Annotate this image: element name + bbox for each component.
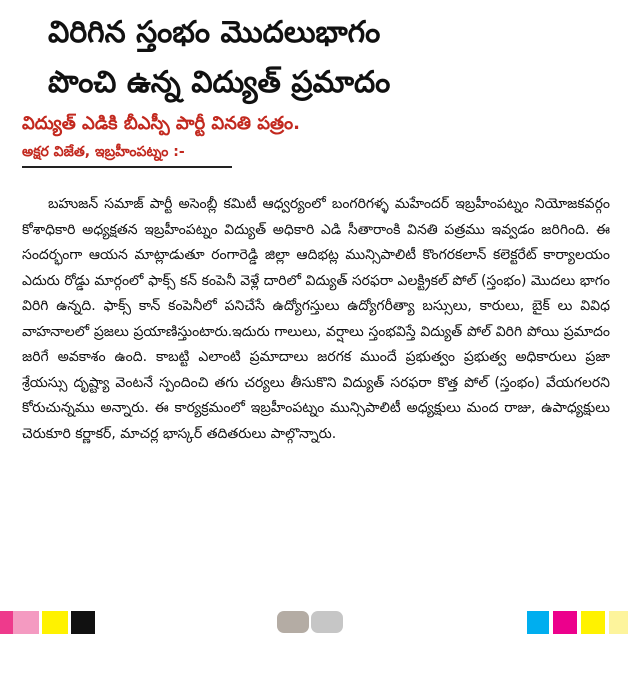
scroll-knob-right[interactable] — [311, 611, 343, 633]
color-bar-left-4 — [71, 611, 95, 634]
color-bar-right-3 — [581, 611, 605, 634]
scroll-knob-left[interactable] — [277, 611, 309, 633]
color-bar-left-3 — [42, 611, 68, 634]
color-bar-left-1 — [0, 611, 13, 634]
subheadline: విద్యుత్ ఎడికి బీఎస్పీ పార్టీ వినతి పత్రం. — [22, 113, 300, 134]
color-bar-left-2 — [13, 611, 39, 634]
headline-line-2: పొంచి ఉన్న విద్యుత్ ప్రమాదం — [48, 65, 391, 100]
color-bar-right-2 — [553, 611, 577, 634]
color-bar-right-4 — [609, 611, 628, 634]
article-body: బహుజన్ సమాజ్ పార్టీ అసెంబ్లీ కమిటీ ఆధ్వర్యంలో బంగరిగళ్ళ మహేందర్ ఇబ్రహీంపట్నం నియోజకవర్గం కోశాధికారి అధ్యక్షతన ఇబ్రహీంపట్నం విద్యుత్ అధికారి ఎడి సీతారాంకి వినతి పత్రము ఇవ్వడం జరిగింది. ఈ సందర్భంగా ఆయన మాట్లాడుతూ రంగారెడ్డి జిల్లా ఆదిభట్ల మున్సిపాలిటీ కొంగరకలాన్ కలెక్టరేట్ కార్యాలయం ఎదురు రోడ్డు మార్గంలో ఫాక్స్ కన్ కంపెనీ వెళ్లే దారిలో విద్యుత్ సరఫరా ఎలక్ట్రికల్ పోల్ (స్తంభం) మొదలు భాగం విరిగి ఉన్నది. ఫాక్స్ కాన్ కంపెనీలో పనిచేసే ఉద్యోగస్తులు ఉద్యోగరీత్యా బస్సులు, కారులు, బైక్ లు వివిధ వాహనాలలో ప్రజలు ప్రయాణిస్తుంటారు.ఇదురు గాలులు, వర్షాలు స్తంభవిస్తే విద్యుత్ పోల్ విరిగి పోయి ప్రమాదం జరిగే అవకాశం ఉంది. కాబట్టి ఎలాంటి ప్రమాదాలు జరగక ముందే ప్రభుత్వం ప్రభుత్వ అధికారులు ప్రజా శ్రేయస్సు దృష్ట్యా వెంటనే స్పందించి తగు చర్యలు తీసుకొని విద్యుత్ సరఫరా కొత్త పోల్ (స్తంభం) వేయగలరని కోరుచున్నము అన్నారు. ఈ కార్యక్రమంలో ఇబ్రహీంపట్నం మున్సిపాలిటీ అధ్యక్షులు మంద రాజు, ఉపాధ్యక్షులు చెరుకూరి కర్ణాకర్, మాచర్ల భాస్కర్ తదితరులు పాల్గొన్నారు. — [22, 196, 610, 442]
headline — [48, 8, 608, 108]
headline-line-1: విరిగిన స్తంభం మొదలుభాగం — [48, 15, 381, 50]
dateline: అక్షర విజేత, ఇబ్రహీంపట్నం :- — [22, 144, 185, 160]
color-bar-right-1 — [527, 611, 549, 634]
dateline-underline — [22, 166, 232, 168]
